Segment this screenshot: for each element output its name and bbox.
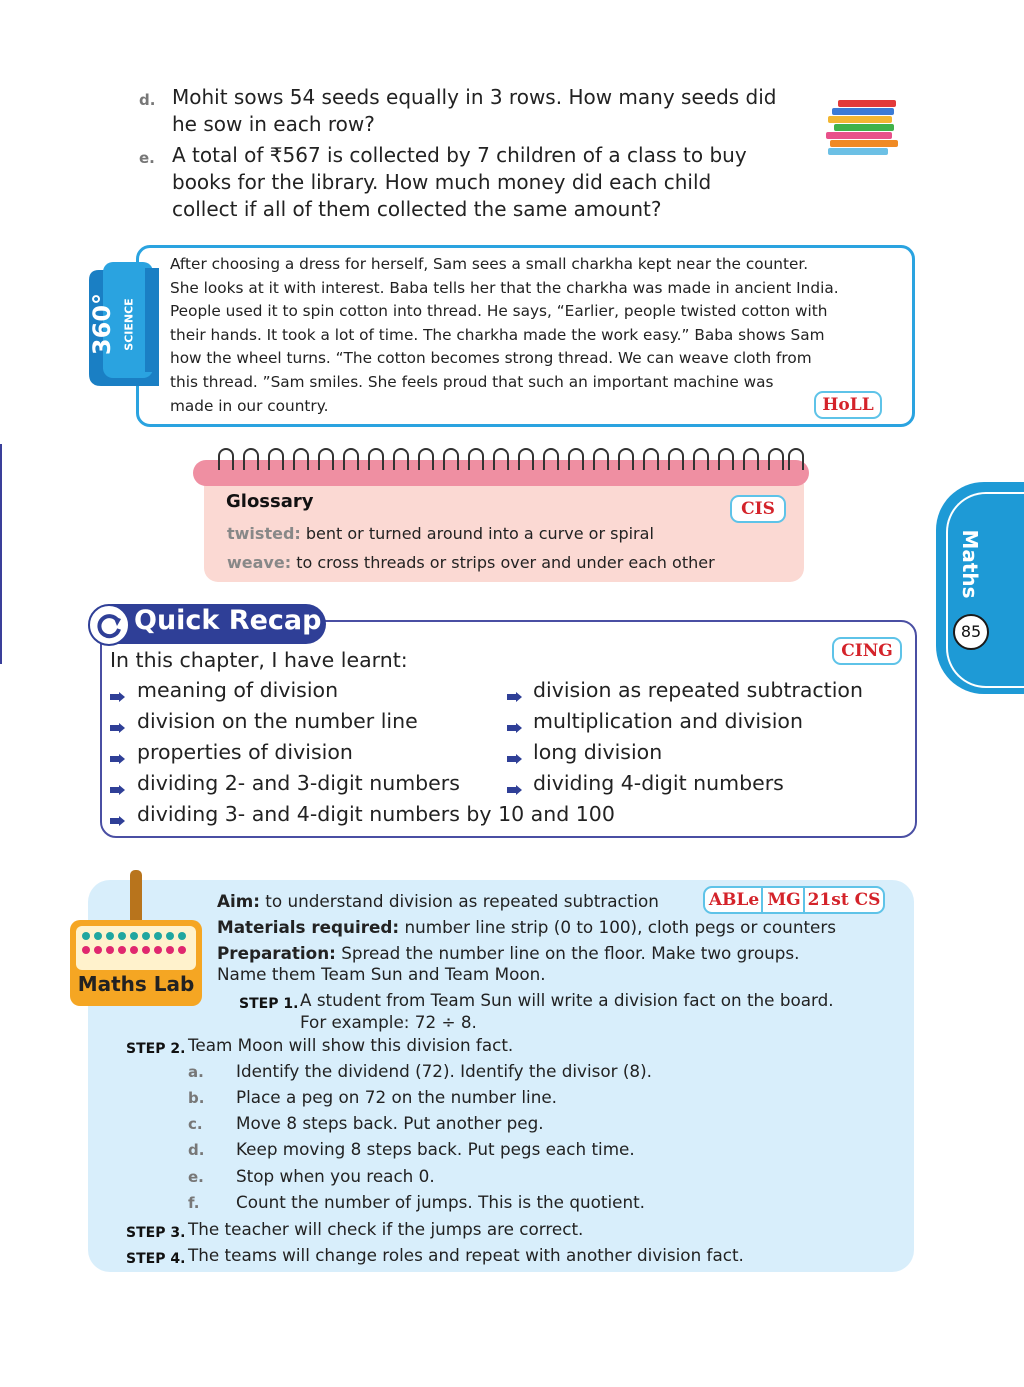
mg-tag: MG bbox=[761, 886, 807, 914]
quick-recap-title: Quick Recap bbox=[134, 605, 322, 636]
prep-text: Spread the number line on the floor. Make two groups. bbox=[341, 943, 800, 963]
question-d-line-2: he sow in each row? bbox=[172, 112, 375, 136]
able-tag: ABLe bbox=[703, 886, 765, 914]
bullet-arrow-icon bbox=[110, 811, 125, 821]
recap-item: multiplication and division bbox=[533, 709, 803, 733]
recap-item: division on the number line bbox=[137, 709, 418, 733]
question-e-line-2: books for the library. How much money did each child bbox=[172, 170, 712, 194]
bullet-arrow-icon bbox=[110, 749, 125, 759]
recap-item: dividing 2- and 3-digit numbers bbox=[137, 771, 460, 795]
bullet-arrow-icon bbox=[110, 718, 125, 728]
bullet-arrow-icon bbox=[110, 687, 125, 697]
recap-item: long division bbox=[533, 740, 663, 764]
substep-a: a. Identify the dividend (72). Identify the divisor (8). bbox=[188, 1061, 652, 1081]
lab-aim bbox=[217, 891, 659, 911]
bullet-arrow-icon bbox=[507, 749, 522, 759]
step-3-text: The teacher will check if the jumps are correct. bbox=[188, 1219, 584, 1239]
bullet-arrow-icon bbox=[507, 780, 522, 790]
story-line: People used it to spin cotton into thread. He says, “Earlier, people twisted cotton with bbox=[170, 302, 828, 321]
story-line: their hands. It took a lot of time. The charkha made the work easy.” Baba shows Sam bbox=[170, 325, 825, 344]
glossary-term: weave: bbox=[227, 553, 292, 572]
step-2-text: Team Moon will show this division fact. bbox=[188, 1035, 514, 1055]
question-d-letter: d. bbox=[139, 91, 156, 109]
21st-cs-tag: 21st CS bbox=[803, 886, 885, 914]
glossary-title: Glossary bbox=[226, 491, 314, 512]
step-4-label: STEP 4. bbox=[126, 1251, 186, 1267]
left-margin-line bbox=[0, 444, 2, 664]
science-badge-label: SCIENCE bbox=[122, 298, 136, 351]
step-2-label: STEP 2. bbox=[126, 1041, 186, 1057]
bullet-arrow-icon bbox=[110, 780, 125, 790]
substep-b: b. Place a peg on 72 on the number line. bbox=[188, 1087, 558, 1107]
aim-label: Aim: bbox=[217, 891, 260, 911]
recap-item: dividing 3- and 4-digit numbers by 10 and 100 bbox=[137, 802, 615, 826]
story-line: made in our country. bbox=[170, 396, 329, 415]
substep-e: e. Stop when you reach 0. bbox=[188, 1166, 435, 1186]
holl-tag: HoLL bbox=[814, 391, 882, 419]
prep-label: Preparation: bbox=[217, 943, 336, 963]
recap-item: division as repeated subtraction bbox=[533, 678, 863, 702]
question-e-line-3: collect if all of them collected the same amount? bbox=[172, 197, 662, 221]
step-3-label: STEP 3. bbox=[126, 1225, 186, 1241]
materials-label: Materials required: bbox=[217, 917, 400, 937]
question-e-letter: e. bbox=[139, 149, 155, 167]
step-4-text: The teams will change roles and repeat with another division fact. bbox=[188, 1245, 744, 1265]
spiral-rings bbox=[218, 448, 798, 472]
aim-text: to understand division as repeated subtraction bbox=[265, 891, 659, 911]
lab-preparation bbox=[217, 943, 799, 963]
step-1-line-1: A student from Team Sun will write a division fact on the board. bbox=[300, 990, 834, 1010]
substep-d: d. Keep moving 8 steps back. Put pegs each time. bbox=[188, 1139, 635, 1159]
glossary-definition: to cross threads or strips over and under each other bbox=[296, 553, 715, 572]
refresh-arrow-icon bbox=[88, 604, 130, 646]
story-line: this thread. ”Sam smiles. She feels proud that such an important machine was bbox=[170, 372, 774, 391]
recap-intro: In this chapter, I have learnt: bbox=[110, 648, 408, 672]
science-story-text bbox=[170, 253, 880, 418]
step-1-line-2: For example: 72 ÷ 8. bbox=[300, 1012, 477, 1032]
science-badge-number: 360° bbox=[88, 292, 116, 356]
bullet-arrow-icon bbox=[507, 718, 522, 728]
glossary-definition: bent or turned around into a curve or spiral bbox=[305, 524, 654, 543]
story-line: how the wheel turns. “The cotton becomes strong thread. We can weave cloth from bbox=[170, 349, 812, 368]
maths-lab-badge: Maths Lab bbox=[77, 972, 195, 996]
story-line: She looks at it with interest. Baba tells her that the charkha was made in ancient India. bbox=[170, 278, 839, 297]
recap-item: properties of division bbox=[137, 740, 353, 764]
cis-tag: CIS bbox=[730, 495, 786, 523]
page-number: 85 bbox=[953, 614, 989, 650]
recap-item: dividing 4-digit numbers bbox=[533, 771, 784, 795]
substep-f: f. Count the number of jumps. This is the quotient. bbox=[188, 1192, 646, 1212]
recap-item: meaning of division bbox=[137, 678, 339, 702]
materials-text: number line strip (0 to 100), cloth pegs or counters bbox=[404, 917, 836, 937]
glossary-term: twisted: bbox=[227, 524, 301, 543]
question-e-line-1: A total of ₹567 is collected by 7 children of a class to buy bbox=[172, 143, 747, 167]
lab-materials bbox=[217, 917, 836, 937]
books-stack-icon bbox=[826, 98, 902, 154]
bullet-arrow-icon bbox=[507, 687, 522, 697]
question-d-line-1: Mohit sows 54 seeds equally in 3 rows. How many seeds did bbox=[172, 85, 777, 109]
step-1-label: STEP 1. bbox=[239, 996, 299, 1012]
prep-line-2: Name them Team Sun and Team Moon. bbox=[217, 964, 546, 984]
substep-c: c. Move 8 steps back. Put another peg. bbox=[188, 1113, 544, 1133]
subject-label: Maths bbox=[958, 529, 982, 599]
glossary-entry-twisted bbox=[227, 524, 654, 543]
cing-tag: CING bbox=[832, 637, 902, 665]
story-line: After choosing a dress for herself, Sam sees a small charkha kept near the counter. bbox=[170, 255, 809, 273]
glossary-entry-weave bbox=[227, 553, 715, 572]
